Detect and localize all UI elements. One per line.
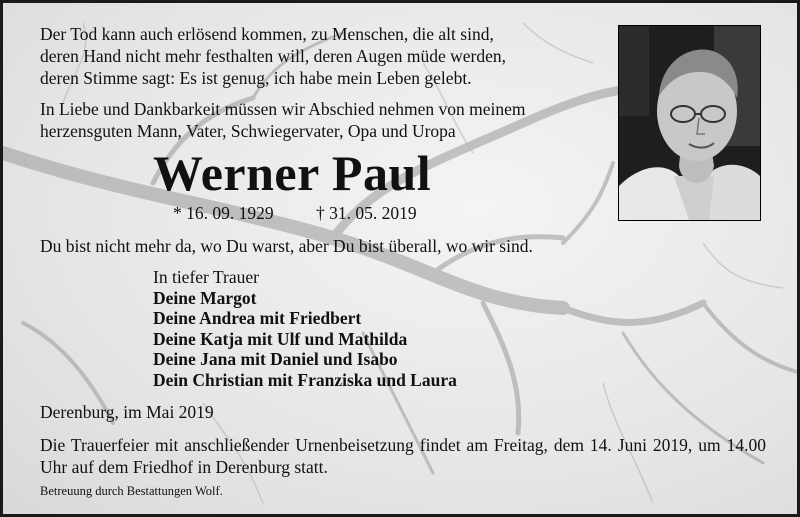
- poem-line: deren Hand nicht mehr festhalten will, deren Augen müde werden,: [40, 46, 507, 66]
- death-date: † 31. 05. 2019: [316, 203, 417, 223]
- mourner-name: Deine Margot: [153, 287, 257, 308]
- poem-line: deren Stimme sagt: Es ist genug, ich habe mein Leben gelebt.: [40, 68, 472, 88]
- poem: [40, 23, 506, 89]
- farewell-intro: [40, 98, 526, 142]
- intro-line: herzensguten Mann, Vater, Schwiegervater, Opa und Uropa: [40, 121, 456, 141]
- mourner-name: Deine Katja mit Ulf und Mathilda: [153, 328, 408, 349]
- intro-line: In Liebe und Dankbarkeit müssen wir Abschied nehmen von meinem: [40, 99, 526, 119]
- birth-date: * 16. 09. 1929: [173, 203, 274, 223]
- funeral-notice: Die Trauerfeier mit anschließender Urnenbeisetzung findet am Freitag, dem 14. Juni 2019, um 14.00 Uhr auf dem Friedhof in Derenburg statt.: [40, 435, 766, 477]
- mourner-name: Deine Andrea mit Friedbert: [153, 308, 362, 328]
- undertaker-note: Betreuung durch Bestattungen Wolf.: [40, 484, 223, 498]
- mourners-list: [153, 267, 457, 390]
- motto: Du bist nicht mehr da, wo Du warst, aber Du bist überall, wo wir sind.: [40, 236, 533, 256]
- mourner-name: Dein Christian mit Franziska und Laura: [153, 369, 457, 390]
- place-and-date: Derenburg, im Mai 2019: [40, 402, 214, 422]
- portrait-photo: [618, 25, 761, 221]
- mourner-name: Deine Jana mit Daniel und Isabo: [153, 349, 398, 369]
- deceased-name: Werner Paul: [153, 145, 432, 201]
- mourners-intro: In tiefer Trauer: [153, 267, 259, 287]
- poem-line: Der Tod kann auch erlösend kommen, zu Menschen, die alt sind,: [40, 24, 494, 44]
